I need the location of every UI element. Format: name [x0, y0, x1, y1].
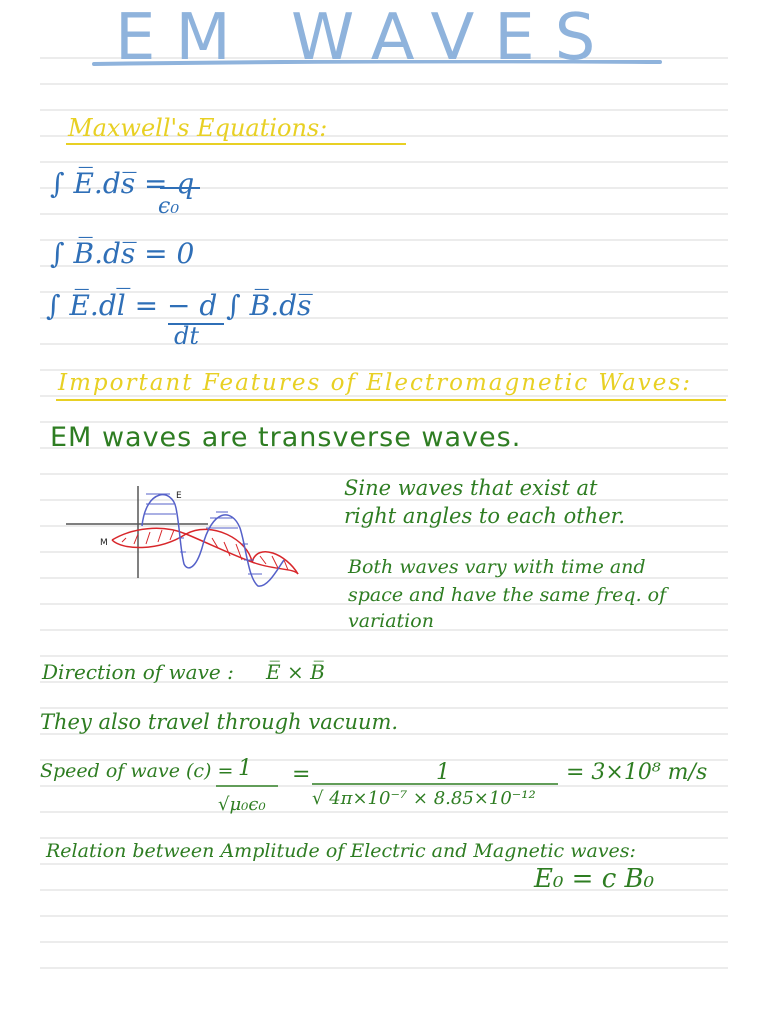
note-vary-line3: variation	[348, 610, 434, 632]
title-underline	[92, 60, 662, 66]
speed-label: Speed of wave (c) =	[40, 760, 234, 782]
speed-numerator-2: 1	[436, 760, 450, 785]
note-vary-line1: Both waves vary with time and	[348, 556, 646, 578]
eq1-denominator: ϵ₀	[158, 194, 180, 219]
direction-expression: E̅ × B̅	[266, 660, 325, 684]
speed-denominator-2: √ 4π×10⁻⁷ × 8.85×10⁻¹²	[312, 788, 536, 809]
eq3-denominator: dt	[174, 322, 200, 350]
speed-numerator-1: 1	[238, 756, 252, 781]
m-label: M	[100, 538, 108, 548]
maxwell-heading-underline	[66, 142, 406, 146]
magnetic-wave	[112, 528, 298, 574]
speed-equals: =	[292, 762, 311, 787]
page-title: EM WAVES	[115, 1, 616, 75]
note-sine-waves-line1: Sine waves that exist at	[344, 476, 598, 500]
features-heading: Important Features of Electromagnetic Waves:	[58, 370, 692, 396]
speed-fraction-bar-2	[312, 782, 558, 786]
eq1-fraction-bar	[160, 186, 200, 190]
gauss-law-magnetic: ∫ B̅.ds̅ = 0	[50, 237, 195, 270]
vacuum-statement: They also travel through vacuum.	[40, 710, 399, 734]
speed-denominator-1: √μ₀ϵ₀	[218, 794, 266, 815]
speed-fraction-bar-1	[216, 784, 278, 788]
e-label: E	[176, 491, 182, 501]
faraday-law: ∫ E̅.dl̅ = − d ∫ B̅.ds̅	[46, 289, 312, 322]
note-sine-waves-line2: right angles to each other.	[344, 504, 626, 528]
em-wave-diagram	[62, 468, 312, 600]
speed-result: = 3×10⁸ m/s	[566, 760, 708, 785]
transverse-statement: EM waves are transverse waves.	[50, 422, 522, 453]
features-heading-underline	[56, 398, 726, 402]
relation-label: Relation between Amplitude of Electric and Magnetic waves:	[46, 840, 636, 862]
gauss-law-electric: ∫ E̅.ds̅ = q	[50, 167, 195, 200]
note-vary-line2: space and have the same freq. of	[348, 584, 667, 606]
relation-equation: E₀ = c B₀	[534, 864, 655, 894]
maxwell-heading: Maxwell's Equations:	[68, 114, 328, 142]
direction-label: Direction of wave :	[42, 660, 234, 684]
